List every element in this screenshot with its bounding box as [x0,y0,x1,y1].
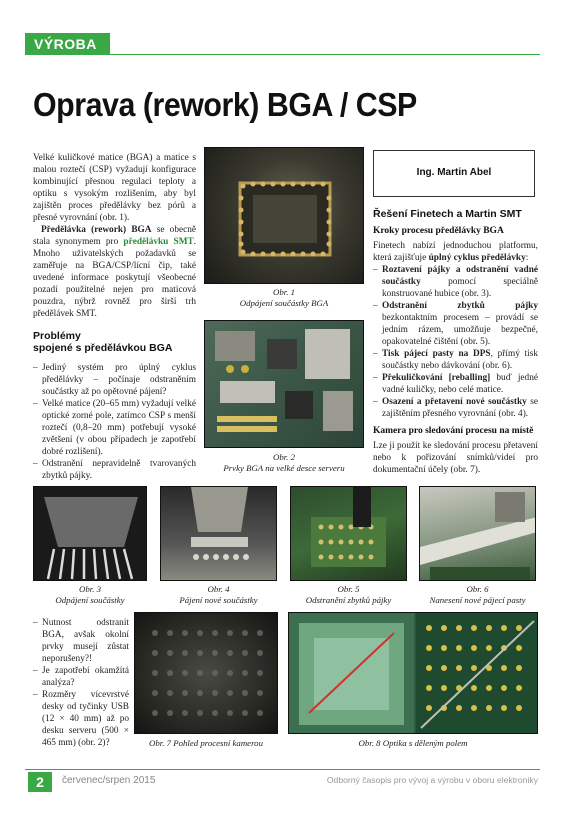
figure-8-photo [288,612,538,734]
list-item: – Překuličkování [reballing] buď jedné vadné kuličky, nebo celé matice. [373,372,538,396]
list-item: – Roztavení pájky a odstranění vadné součástky pomocí speciálně konstruované hubice (obr. 3). [373,264,538,300]
rework-term: Předělávka (rework) BGA [41,225,152,235]
page-title: Oprava (rework) BGA / CSP [33,86,417,123]
figure-8-caption: Obr. 8 Optika s děleným polem [358,738,468,748]
paste-print-illustration [420,487,536,581]
camera-view-illustration [135,613,278,734]
figure-3-photo [33,486,147,581]
section-label: VÝROBA [34,36,97,52]
journal-name: Odborný časopis pro vývoj a výrobu v oboru elektroniky [326,775,538,785]
desolder-illustration [34,487,147,581]
figure-7-photo [134,612,278,734]
figure-4-caption: Obr. 4 Pájení nové součástky [179,584,258,605]
steps-subheading: Kroky procesu předělávky BGA [373,226,504,236]
list-item: – Nutnost odstranit BGA, avšak okolní prvky musejí zůstat neporušeny?! [33,617,129,665]
solution-heading: Řešení Finetech a Martin SMT [373,208,522,220]
list-item: – Osazení a přetavení nové součástky se zajištěním přesného vyrovnání (obr. 4). [373,396,538,420]
section-divider [110,54,540,55]
list-item: – Jediný systém pro úplný cyklus předělávky – počínaje odstraněním součástky až po opětovné pájení? [33,362,196,398]
figure-6-photo [419,486,536,581]
list-item: – Rozměry vícevrstvé desky od tyčinky USB (12 × 40 mm) až po desku serveru (500 × 465 mm) (obr. 2)? [33,689,129,749]
footer-divider [25,769,540,770]
smt-term: předělávku SMT [123,237,194,247]
issue-date: červenec/srpen 2015 [62,775,156,786]
residue-removal-illustration [291,487,407,581]
author-name: Ing. Martin Abel [416,167,492,178]
figure-1-caption: Obr. 1 Odpájení součástky BGA [239,287,329,308]
list-item: – Odstranění zbytků pájky bezkontaktním procesem – provádí se jedním rázem, umožňuje bezpečné, opakovatelné čištění (obr. 5). [373,300,538,348]
figure-5-caption: Obr. 5 Odstranění zbytků pájky [305,584,392,605]
figure-1-photo [204,147,364,284]
figure-3-caption: Obr. 3 Odpájení součástky [55,584,125,605]
author-box [373,150,535,197]
page-number: 2 [28,772,52,792]
figure-4-photo [160,486,277,581]
intro-paragraph: Velké kuličkové matice (BGA) a matice s malou roztečí (CSP) vyžadují konfigurace kombinující přesnou regulaci teploty a optiku s vysokým rozlišením, aby byl zajištěn proces předělávky bez pórů a přesné vyrovnání (obr. 1). [33,153,196,223]
figure-2-caption: Obr. 2 Prvky BGA na velké desce serveru [223,452,345,473]
server-board-illustration [205,321,364,448]
split-field-optics-illustration [289,613,538,734]
camera-text: Lze ji použít ke sledování procesu přetavení nebo k pořizování snímků/videí pro dokumentační účely (obr. 7). [373,441,538,475]
nozzle-illustration [161,487,277,581]
list-item: – Tisk pájecí pasty na DPS, přímý tisk součástky nebo dávkování (obr. 6). [373,348,538,372]
rework-paragraph: Předělávka (rework) BGA se obecně stala synonymem pro předělávku SMT. Mnoho uživatelských požadavků se zaměřuje na BGA/CSP/lícní čip, také uvedené informace poskytují všeobecné pozadí použitelné nejen pro maticová pouzdra, nýbrž rovněž pro širší trh předělávek SMT. [33,225,196,319]
steps-list [373,264,538,420]
questions-list [33,617,129,749]
figure-2-photo [204,320,364,448]
intro-text [33,152,196,320]
list-item: – Je zapotřebí okamžitá analýza? [33,665,129,689]
bga-chip-illustration [205,148,364,284]
figure-7-caption: Obr. 7 Pohled procesní kamerou [149,738,263,748]
figure-6-caption: Obr. 6 Nanesení nové pájecí pasty [429,584,526,605]
figure-5-photo [290,486,407,581]
list-item: – Velké matice (20–65 mm) vyžadují velké optické zorné pole, zatímco CSP s menší roztečí (0,8–20 mm) potřebují vysoké zvětšení (v obou případech je zapotřebí dobré rozlišení). [33,398,196,458]
steps-intro: Finetech nabízí jednoduchou platformu, která zajišťuje úplný cyklus předělávky: [373,241,538,263]
list-item: – Odstranění nepravidelně tvarovaných zbytků pájky. [33,458,196,482]
section-tab [25,33,110,55]
problems-list [33,362,196,482]
problems-heading: Problémy spojené s předělávkou BGA [33,330,173,354]
camera-subheading: Kamera pro sledování procesu na místě [373,426,534,436]
